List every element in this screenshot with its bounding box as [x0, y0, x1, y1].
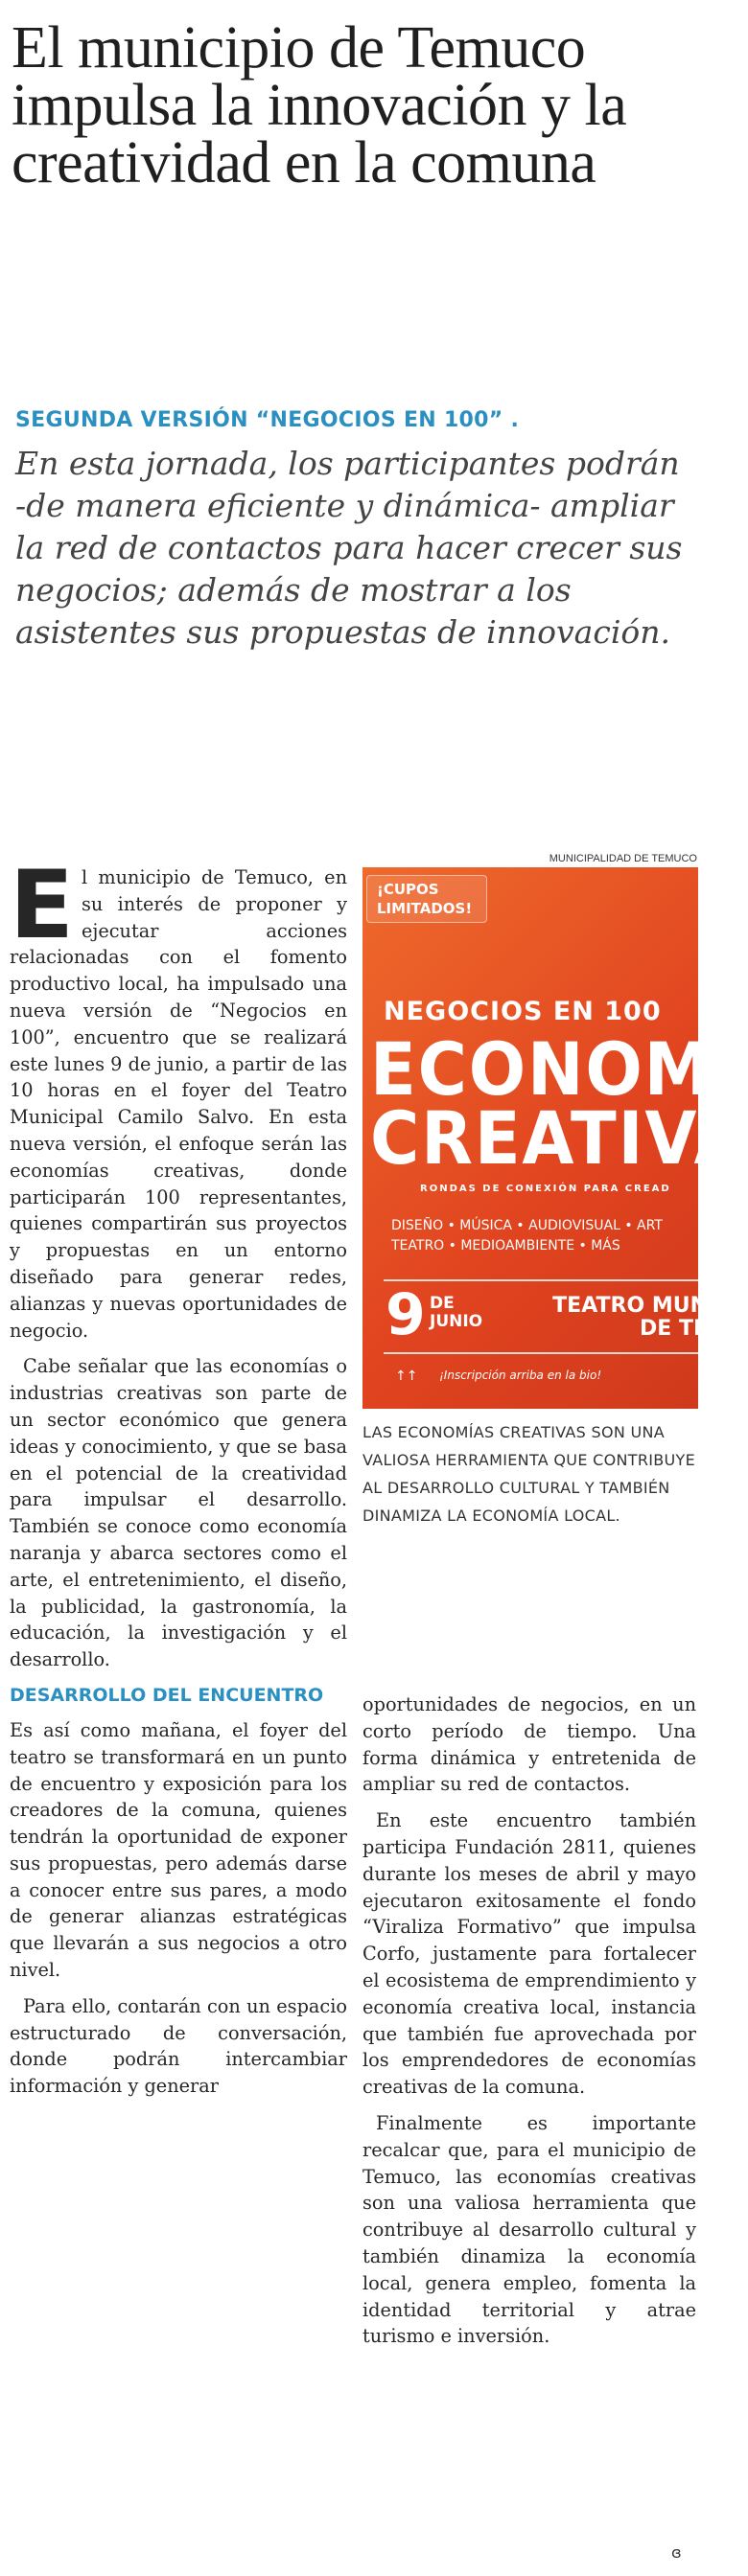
poster-title-line2: CREATIVA — [370, 1095, 748, 1181]
photo-caption: LAS ECONOMÍAS CREATIVAS SON UNA VALIOSA HERRAMIENTA QUE CONTRIBUYE AL DESARROLLO CULTURAL Y TAMBIÉN DINAMIZA LA ECONOMÍA LOCAL. — [362, 1423, 696, 1525]
poster-venue-line2: DE TE — [640, 1317, 708, 1341]
body-paragraph: Para ello, contarán con un espacio estructurado de conversación, donde podrán intercambiar información y generar — [10, 1994, 347, 2098]
poster-month: DE JUNIO — [430, 1294, 483, 1331]
arrow-up-icon: ↑↑ — [395, 1368, 418, 1384]
poster-venue-line1: TEATRO MUN — [552, 1294, 708, 1318]
body-paragraph: oportunidades de negocios, en un corto período de tiempo. Una forma dinámica y entretenida de ampliar su red de contactos. — [362, 1693, 696, 1796]
body-paragraph: Es así como mañana, el foyer del teatro se transformará en un punto de encuentro y exposición para los creadores de la comuna, quienes tendrán la oportunidad de exponer sus propuestas, pero además darse a conocer entre sus pares, a modo de generar alianzas estratégicas que llevarán a sus negocios a otro nivel. — [10, 1718, 347, 1982]
body-paragraph: Cabe señalar que las economías o industrias creativas son parte de un sector económico que genera ideas y conocimiento, y que se basa en el potencial de la creatividad para impulsar el desarrollo. También se conoce como economía naranja y abarca sectores como el arte, el entretenimiento, el diseño, la publicidad, la gastronomía, la educación, la investigación y el desarrollo. — [10, 1355, 347, 1671]
headline: El municipio de Temuco impulsa la innovación y la creatividad en la comuna — [12, 15, 627, 196]
poster-categories-line1: DISEÑO • MÚSICA • AUDIOVISUAL • ART — [391, 1218, 663, 1233]
poster-series: NEGOCIOS EN 100 — [384, 997, 662, 1026]
lead-paragraph: En esta jornada, los participantes podrán -de manera eficiente y dinámica- ampliar la red de contactos para hacer crecer sus negocios; además de mostrar a los asistentes sus propuestas de innovación. — [15, 445, 683, 651]
body-text: l municipio de Temuco, en su interés de proponer y ejecutar acciones relacionadas con el fomento productivo local, ha impulsado una nueva versión de “Negocios en 100”, encuentro que se realizará este lunes 9 de junio, a partir de las 10 horas en el foyer del Teatro Municipal Camilo Salvo. En esta nueva versión, el enfoque serán las economías creativas, donde participarán 100 representantes, quienes compartirán sus proyectos y propuestas en un entorno diseñado para generar redes, alianzas y nuevas oportunidades de negocio. — [10, 866, 347, 1342]
poster-categories — [391, 1216, 663, 1256]
body-paragraph: Finalmente es importante recalcar que, para el municipio de Temuco, las economías creativas son una valiosa herramienta que contribuye al desarrollo cultural y también dinamiza la economía local, genera empleo, fomenta la identidad territorial y atrae turismo e inversión. — [362, 2111, 696, 2348]
poster-title-line1: ECONOMÍ — [370, 1026, 739, 1112]
article-column-left — [10, 851, 347, 2109]
section-subhead: DESARROLLO DEL ENCUENTRO — [10, 1684, 324, 1706]
end-mark-icon: ɞ — [671, 2543, 682, 2562]
kicker: SEGUNDA VERSIÓN “NEGOCIOS EN 100” . — [15, 408, 520, 432]
poster-categories-line2: TEATRO • MEDIOAMBIENTE • MÁS — [391, 1238, 620, 1254]
poster-day: 9 — [386, 1281, 426, 1348]
body-paragraph — [10, 851, 347, 1344]
poster-subtitle: RONDAS DE CONEXIÓN PARA CREAD — [420, 1184, 671, 1194]
poster-badge: ¡CUPOS LIMITADOS! — [366, 875, 487, 923]
article-column-right — [362, 1691, 696, 2359]
photo-credit: MUNICIPALIDAD DE TEMUCO — [549, 853, 697, 864]
body-paragraph: En este encuentro también participa Fundación 2811, quienes durante los meses de abril y mayo ejecutaron exitosamente el fondo “Viraliza Formativo” que impulsa Corfo, justamente para fortalecer el ecosistema de emprendimiento y economía creativa local, instancia que también fue aprovechada por los emprendedores de economías creativas de la comuna. — [362, 1809, 696, 2099]
poster-signup: ¡Inscripción arriba en la bio! — [439, 1368, 602, 1382]
poster-venue — [516, 1295, 708, 1341]
drop-cap: E — [10, 851, 74, 960]
event-poster-image — [362, 867, 748, 1409]
